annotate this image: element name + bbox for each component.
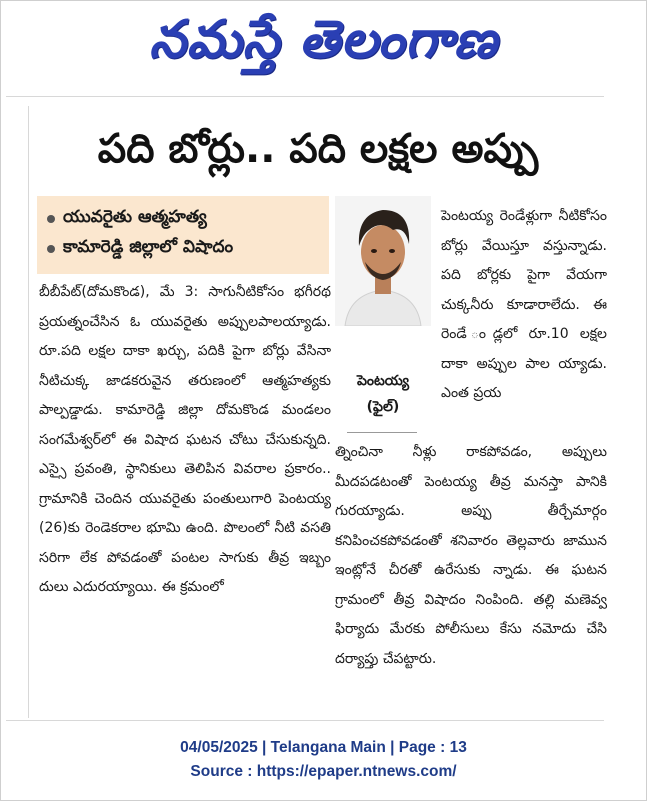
footer-divider: [6, 720, 604, 721]
highlight-text: కామారెడ్డి జిల్లాలో విషాదం: [63, 237, 234, 257]
footer-date-edition: 04/05/2025 | Telangana Main | Page : 13: [180, 739, 467, 756]
highlights-box: [37, 196, 329, 274]
caption-name: పెంటయ్య: [356, 373, 410, 389]
portrait-icon: [335, 196, 431, 326]
footer-source-link[interactable]: Source : https://epaper.ntnews.com/: [190, 763, 457, 780]
highlight-item: [47, 204, 319, 234]
article-body-right-top: పెంటయ్య రెండేళ్లుగా నీటికోసం బోర్లు వేయిస్తూ వస్తున్నాడు. పది బోర్లకు పైగా వేయగా చుక్కనీరు కూడారాలేదు. ఈ రెండే ండ్లలో రూ.10 లక్షల దాకా అప్పుల పాల య్యాడు. ఎంత ప్రయ: [441, 208, 607, 401]
bullet-icon: [47, 245, 55, 253]
masthead-title: నమస్తే తెలంగాణ: [149, 9, 498, 70]
page-footer: [0, 736, 647, 784]
photo-caption: [333, 368, 433, 420]
article-headline: [29, 114, 607, 194]
caption-divider: [347, 432, 417, 433]
bullet-icon: [47, 215, 55, 223]
person-photo: [335, 196, 431, 326]
headline-text: పది బోర్లు.. పది లక్షల అప్పు: [97, 126, 539, 172]
article-body-left: బీబీపేట్(దోమకొండ), మే 3: సాగునీటికోసం భగీరథ ప్రయత్నంచేసిన ఓ యువరైతు అప్పులపాలయ్యాడు. రూ.పది లక్షల దాకా ఖర్చు, పదికి పైగా బోర్లు వేసినా నీటిచుక్క జాడకరువైన తరుణంలో ఆత్మహత్యకు పాల్పడ్డాడు. కామారెడ్డి జిల్లా దోమకొండ మండలం సంగమేశ్వర్‌లో ఈ విషాద ఘటన చోటు చేసుకున్నది. ఎస్సై ప్రవంతి, స్థానికులు తెలిపిన వివరాల ప్రకారం.. గ్రామానికి చెందిన యువరైతు పంతులుగారి పెంటయ్య (26)కు రెండెకరాల భూమి ఉంది. పొలంలో నీటి వసతి సరిగా లేక పోవడంతో పంటల సాగుకు తీవ్ర ఇబ్బం దులు ఎదురయ్యాయి. ఈ క్రమంలో: [39, 284, 331, 595]
newspaper-masthead: [0, 6, 647, 86]
masthead-divider: [6, 96, 604, 97]
highlight-text: యువరైతు ఆత్మహత్య: [63, 207, 207, 227]
news-article: [28, 106, 607, 718]
caption-note: (ఫైల్): [366, 399, 400, 415]
highlight-item: [47, 234, 319, 264]
article-body-right-bottom: త్నించినా నీళ్లు రాకపోవడం, అప్పులు మీదపడటంతో పెంటయ్య తీవ్ర మనస్తా పానికి గురయ్యాడు. అప్పు తీర్చేమార్గం కనిపించకపోవడంతో శనివారం తెల్లవారు జామున ఇంట్లోనే చీరతో ఉరేసుకు న్నాడు. ఈ ఘటన గ్రామంలో తీవ్ర విషాదం నింపింది. తల్లి మణెవ్వ ఫిర్యాదు మేరకు పోలీసులు కేసు నమోదు చేసి దర్యాప్తు చేపట్టారు.: [335, 444, 607, 667]
